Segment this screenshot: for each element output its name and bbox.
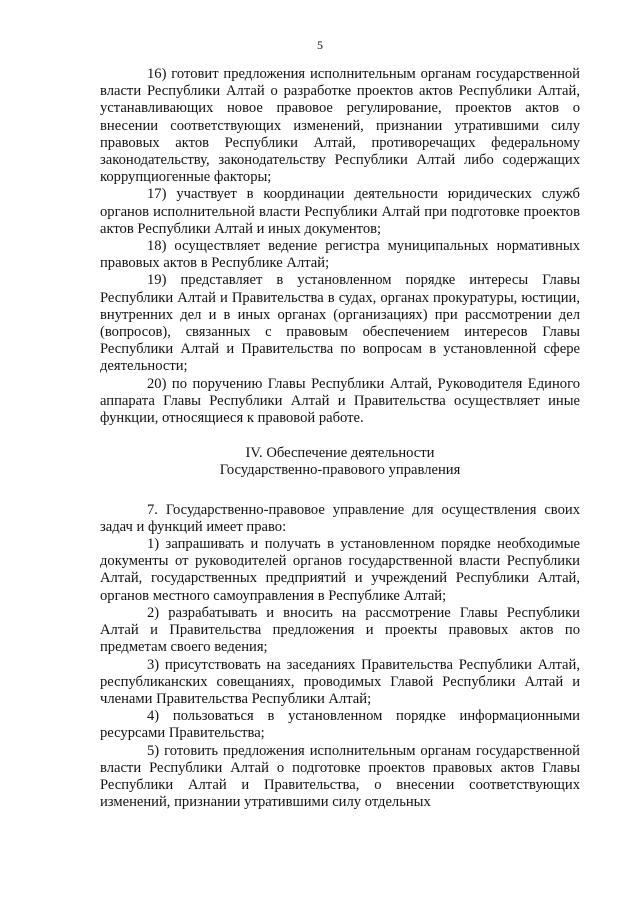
section-spacer — [100, 427, 580, 445]
paragraph-right-3: 3) присутствовать на заседаниях Правительства Республики Алтай, республиканских совещаниях, проводимых Главой Республики Алтай и членами Правительства Республики Алтай; — [100, 656, 580, 707]
paragraph-item-16: 16) готовит предложения исполнительным органам государственной власти Республики Алтай о разработке проектов актов Республики Алтай, устанавливающих новое правовое регулирование, проектов актов о внесении соответствующих изменений, признании утратившими силу правовых актов Республики Алтай, противоречащих федеральному законодательству, законодательству Республики Алтай либо содержащих коррупциогенные факторы; — [100, 66, 580, 186]
paragraph-item-18: 18) осуществляет ведение регистра муниципальных нормативных правовых актов в Республике Алтай; — [100, 238, 580, 272]
section-title-line1: IV. Обеспечение деятельности — [245, 445, 435, 462]
paragraph-item-20: 20) по поручению Главы Республики Алтай, Руководителя Единого аппарата Главы Республики Алтай и Правительства осуществляет иные функции, относящиеся к правовой работе. — [100, 375, 580, 427]
paragraph-right-2: 2) разрабатывать и вносить на рассмотрение Главы Республики Алтай и Правительства предложения и проекты правовых актов по предметам своего ведения; — [100, 604, 580, 656]
paragraph-right-1: 1) запрашивать и получать в установленном порядке необходимые документы от руководителей органов государственной власти Республики Алтай, государственных предприятий и учреждений Республики Алтай, органов местного самоуправления в Республике Алтай; — [100, 536, 580, 604]
paragraph-clause-7: 7. Государственно-правовое управление для осуществления своих задач и функций имеет право: — [100, 501, 580, 535]
paragraph-item-19: 19) представляет в установленном порядке интересы Главы Республики Алтай и Правительства в судах, органах прокуратуры, юстиции, внутренних дел и в иных органах (организациях) при рассмотрении дел (вопросов), связанных с правовым обеспечением интересов Главы Республики Алтай и Правительства по вопросам в установленной сфере деятельности; — [100, 272, 580, 375]
paragraph-item-17: 17) участвует в координации деятельности юридических служб органов исполнительной власти Республики Алтай при подготовке проектов актов Республики Алтай и иных документов; — [100, 186, 580, 237]
page-number: 5 — [317, 38, 323, 52]
paragraph-right-4: 4) пользоваться в установленном порядке информационными ресурсами Правительства; — [100, 708, 580, 742]
section-spacer — [100, 480, 580, 502]
section-title-line2: Государственно-правового управления — [219, 462, 461, 479]
document-body — [100, 66, 580, 811]
paragraph-right-5: 5) готовить предложения исполнительным органам государственной власти Республики Алтай о подготовке проектов правовых актов Главы Республики Алтай и Правительства, о внесении соответствующих изменений, признании утратившими силу отдельных — [100, 742, 580, 811]
